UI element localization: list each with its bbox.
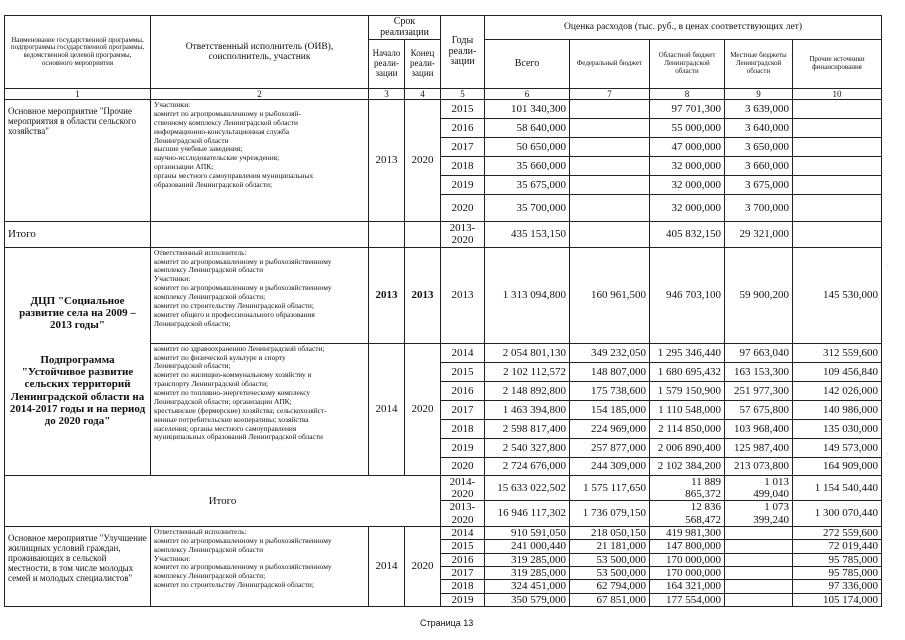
- cell-other: 145 530,000: [793, 247, 882, 343]
- cell-local: [725, 566, 793, 579]
- executor-line: ственному комплексу Ленинградской области: [154, 117, 298, 127]
- cell-regional: 946 703,100: [650, 247, 725, 343]
- cell-federal: 224 969,000: [570, 419, 650, 438]
- cell-other: [793, 119, 882, 138]
- end-year: 2020: [405, 526, 441, 606]
- cell-other: [793, 138, 882, 157]
- executor-line: Участники:: [154, 553, 191, 563]
- cell-other: 95 785,000: [793, 553, 882, 566]
- cell-regional: 1 110 548,000: [650, 400, 725, 419]
- executor-line: крестьянские (фермерские) хозяйства; сельскохозяйст-: [154, 405, 327, 415]
- year-cell: 2020: [441, 457, 485, 475]
- executor-line: комплексу Ленинградской области;: [154, 292, 266, 302]
- cell-total: 15 633 022,502: [485, 475, 570, 501]
- cell-local: 1 013 499,040: [725, 475, 793, 501]
- header-estimate: Оценка расходов (тыс. руб., в ценах соответствующих лет): [485, 16, 882, 40]
- cell-total: 35 660,000: [485, 157, 570, 176]
- executor-line: Ответственный исполнитель:: [154, 247, 247, 257]
- executor-list: [151, 247, 369, 343]
- cell-total: 2 054 801,130: [485, 343, 570, 362]
- executor-line: комитет по агропромышленному и рыбохозяйственному: [154, 256, 332, 266]
- year-cell: 2017: [441, 138, 485, 157]
- cell-regional: 55 000,000: [650, 119, 725, 138]
- header-executor: Ответственный исполнитель (ОИВ), соисполнитель, участник: [151, 16, 369, 89]
- cell-federal: 53 500,000: [570, 553, 650, 566]
- year-cell: 2013: [441, 247, 485, 343]
- total-row: [5, 222, 882, 248]
- cell-regional: 97 701,300: [650, 100, 725, 119]
- dcp-title: ДЦП "Социальное развитие села на 2009 – 2013 годы": [19, 294, 136, 332]
- year-cell: 2019: [441, 438, 485, 457]
- executor-list: [151, 100, 369, 222]
- page-number: Страница 13: [420, 618, 474, 628]
- cell-regional: 12 836 568,472: [650, 501, 725, 527]
- executor-line: муниципальных образований Ленинградской области: [154, 432, 323, 442]
- cell-federal: [570, 100, 650, 119]
- year-cell: 2018: [441, 419, 485, 438]
- executor-line: комплексу Ленинградской области: [154, 265, 264, 275]
- column-number: 4: [405, 89, 441, 100]
- column-number: 5: [441, 89, 485, 100]
- cell-total: 1 313 094,800: [485, 247, 570, 343]
- cell-total: 435 153,150: [485, 222, 570, 248]
- program-name: [5, 247, 151, 475]
- cell-total: 35 700,000: [485, 195, 570, 222]
- subprogram-title: Подпрограмма "Устойчивое развитие сельских территорий Ленинградской области на 2014-2017 годы и на период до 2020 года": [9, 353, 146, 428]
- cell-federal: 218 050,150: [570, 526, 650, 539]
- year-cell: 2019: [441, 593, 485, 606]
- cell-regional: 405 832,150: [650, 222, 725, 248]
- cell-other: 105 174,000: [793, 593, 882, 606]
- cell-regional: 2 102 384,200: [650, 457, 725, 475]
- executor-line: органы местного самоуправления муниципальных: [154, 171, 314, 181]
- cell-other: 272 559,600: [793, 526, 882, 539]
- table-row: [5, 247, 882, 343]
- executor-line: комитет по агропромышленному и рыбохозяйственному: [154, 535, 332, 545]
- cell-total: 319 285,000: [485, 566, 570, 579]
- header-end: Конец реали-зации: [405, 40, 441, 89]
- cell-total: 241 000,440: [485, 540, 570, 553]
- executor-line: комитет по агропромышленному и рыбохозяйственному: [154, 562, 332, 572]
- column-number: 2: [151, 89, 369, 100]
- cell-total: 350 579,000: [485, 593, 570, 606]
- executor-line: венные потребительские кооперативы; хозяйства: [154, 414, 309, 424]
- executor-list: [151, 343, 369, 475]
- year-cell: 2013-2020: [441, 501, 485, 527]
- cell-other: [793, 195, 882, 222]
- start-year: 2013: [369, 247, 405, 343]
- cell-federal: 1 575 117,650: [570, 475, 650, 501]
- cell-federal: 349 232,050: [570, 343, 650, 362]
- cell-federal: 53 500,000: [570, 566, 650, 579]
- cell-other: 97 336,000: [793, 580, 882, 593]
- column-number: 6: [485, 89, 570, 100]
- cell-other: 95 785,000: [793, 566, 882, 579]
- column-number: 7: [570, 89, 650, 100]
- header-period: Срок реализации: [369, 16, 441, 40]
- header-local: Местные бюджеты Ленинградской области: [725, 40, 793, 89]
- column-number: 3: [369, 89, 405, 100]
- cell-regional: 47 000,000: [650, 138, 725, 157]
- activity-name: Основное мероприятие "Прочие мероприятия в области сельского хозяйства": [5, 100, 151, 222]
- executor-line: комитет по здравоохранению Ленинградской области;: [154, 343, 325, 353]
- cell-local: 29 321,000: [725, 222, 793, 248]
- empty-cell: [405, 222, 441, 248]
- end-year: 2013: [405, 247, 441, 343]
- cell-total: 910 591,050: [485, 526, 570, 539]
- year-cell: 2019: [441, 176, 485, 195]
- cell-local: 251 977,300: [725, 381, 793, 400]
- total-row: [5, 475, 882, 501]
- executor-line: Ответственный исполнитель:: [154, 526, 247, 536]
- cell-regional: 164 321,000: [650, 580, 725, 593]
- year-cell: 2015: [441, 100, 485, 119]
- executor-line: комитет по строительству Ленинградской области;: [154, 580, 314, 590]
- cell-other: 312 559,600: [793, 343, 882, 362]
- column-number: 10: [793, 89, 882, 100]
- cell-federal: 175 738,600: [570, 381, 650, 400]
- header-other: Прочие источники финансирования: [793, 40, 882, 89]
- executor-line: высшие учебные заведения;: [154, 144, 243, 154]
- cell-regional: 11 889 865,372: [650, 475, 725, 501]
- cell-federal: 21 181,000: [570, 540, 650, 553]
- budget-table: [4, 15, 882, 607]
- cell-other: [793, 176, 882, 195]
- cell-regional: 32 000,000: [650, 157, 725, 176]
- column-number: 9: [725, 89, 793, 100]
- cell-local: 1 073 399,240: [725, 501, 793, 527]
- total-label: Итого: [5, 475, 441, 526]
- year-cell: 2013-2020: [441, 222, 485, 248]
- year-cell: 2014: [441, 526, 485, 539]
- year-cell: 2014-2020: [441, 475, 485, 501]
- year-cell: 2015: [441, 540, 485, 553]
- cell-federal: 244 309,000: [570, 457, 650, 475]
- activity-name: Основное мероприятие "Улучшение жилищных условий граждан, проживающих в сельской местности, в том числе молодых семей и молодых специалистов": [5, 526, 151, 606]
- cell-total: 2 102 112,572: [485, 362, 570, 381]
- executor-line: Ленинградской области;: [154, 318, 231, 328]
- cell-local: 103 968,400: [725, 419, 793, 438]
- cell-local: 57 675,800: [725, 400, 793, 419]
- cell-total: 2 540 327,800: [485, 438, 570, 457]
- header-total: Всего: [485, 40, 570, 89]
- header-years: Годы реали-зации: [441, 16, 485, 89]
- executor-line: Ленинградской области: [154, 135, 229, 145]
- year-cell: 2015: [441, 362, 485, 381]
- cell-total: 58 640,000: [485, 119, 570, 138]
- cell-federal: [570, 119, 650, 138]
- year-cell: 2014: [441, 343, 485, 362]
- executor-line: комитет по жилищно-коммунальному хозяйству и: [154, 370, 312, 380]
- executor-line: научно-исследовательские учреждения;: [154, 153, 280, 163]
- cell-total: 324 451,000: [485, 580, 570, 593]
- cell-other: 164 909,000: [793, 457, 882, 475]
- cell-other: 149 573,000: [793, 438, 882, 457]
- year-cell: 2016: [441, 381, 485, 400]
- executor-line: Участники:: [154, 100, 191, 110]
- cell-other: 1 154 540,440: [793, 475, 882, 501]
- executor-line: комитет по строительству Ленинградской области;: [154, 300, 314, 310]
- empty-cell: [369, 222, 405, 248]
- year-cell: 2017: [441, 566, 485, 579]
- header-federal: Федеральный бюджет: [570, 40, 650, 89]
- cell-total: 35 675,000: [485, 176, 570, 195]
- cell-regional: 170 000,000: [650, 553, 725, 566]
- column-numbers-row: [5, 89, 882, 100]
- cell-total: 50 650,000: [485, 138, 570, 157]
- scan-mark: ·: [886, 450, 889, 458]
- cell-other: 72 019,440: [793, 540, 882, 553]
- cell-other: 142 026,000: [793, 381, 882, 400]
- cell-federal: 154 185,000: [570, 400, 650, 419]
- executor-line: транспорту Ленинградской области;: [154, 379, 269, 389]
- cell-other: 1 300 070,440: [793, 501, 882, 527]
- cell-other: 140 986,000: [793, 400, 882, 419]
- table-row: [5, 100, 882, 119]
- executor-list: [151, 526, 369, 606]
- executor-line: населения; органы местного самоуправления: [154, 423, 297, 433]
- empty-cell: [151, 222, 369, 248]
- cell-local: [725, 540, 793, 553]
- start-year: 2014: [369, 526, 405, 606]
- cell-local: 3 639,000: [725, 100, 793, 119]
- cell-local: [725, 580, 793, 593]
- cell-total: 16 946 117,302: [485, 501, 570, 527]
- scan-mark: ·: [886, 262, 889, 270]
- cell-total: 2 724 676,000: [485, 457, 570, 475]
- cell-regional: 147 800,000: [650, 540, 725, 553]
- year-cell: 2016: [441, 553, 485, 566]
- cell-other: [793, 157, 882, 176]
- executor-line: комитет общего и профессионального образования: [154, 309, 315, 319]
- cell-other: [793, 222, 882, 248]
- executor-line: Участники:: [154, 274, 191, 284]
- cell-local: 213 073,800: [725, 457, 793, 475]
- cell-regional: 177 554,000: [650, 593, 725, 606]
- start-year: 2013: [369, 100, 405, 222]
- cell-total: 101 340,300: [485, 100, 570, 119]
- executor-line: Ленинградской области; организации АПК;: [154, 396, 292, 406]
- cell-regional: 32 000,000: [650, 176, 725, 195]
- cell-federal: 257 877,000: [570, 438, 650, 457]
- executor-line: комитет по агропромышленному и рыбохозяйственному: [154, 283, 332, 293]
- cell-local: 3 660,000: [725, 157, 793, 176]
- cell-regional: 419 981,300: [650, 526, 725, 539]
- cell-total: 2 148 892,800: [485, 381, 570, 400]
- start-year: 2014: [369, 343, 405, 475]
- cell-federal: [570, 157, 650, 176]
- cell-total: 2 598 817,400: [485, 419, 570, 438]
- cell-federal: 1 736 079,150: [570, 501, 650, 527]
- cell-federal: [570, 195, 650, 222]
- total-label: Итого: [5, 222, 151, 248]
- end-year: 2020: [405, 100, 441, 222]
- cell-local: [725, 526, 793, 539]
- cell-local: 3 675,000: [725, 176, 793, 195]
- cell-other: [793, 100, 882, 119]
- cell-local: 3 700,000: [725, 195, 793, 222]
- cell-local: 97 663,040: [725, 343, 793, 362]
- cell-regional: 1 579 150,900: [650, 381, 725, 400]
- cell-regional: 1 680 695,432: [650, 362, 725, 381]
- cell-federal: [570, 176, 650, 195]
- year-cell: 2018: [441, 157, 485, 176]
- header-regional: Областной бюджет Ленинградской области: [650, 40, 725, 89]
- executor-line: комитет по физической культуре и спорту: [154, 352, 286, 362]
- column-number: 1: [5, 89, 151, 100]
- executor-line: организации АПК;: [154, 162, 214, 172]
- executor-line: комитет по агропромышленному и рыбохозяй-: [154, 108, 301, 118]
- cell-other: 109 456,840: [793, 362, 882, 381]
- cell-regional: 170 000,000: [650, 566, 725, 579]
- cell-local: 3 640,000: [725, 119, 793, 138]
- cell-regional: 32 000,000: [650, 195, 725, 222]
- cell-federal: 160 961,500: [570, 247, 650, 343]
- end-year: 2020: [405, 343, 441, 475]
- cell-regional: 2 114 850,000: [650, 419, 725, 438]
- cell-local: 163 153,300: [725, 362, 793, 381]
- cell-regional: 1 295 346,440: [650, 343, 725, 362]
- column-number: 8: [650, 89, 725, 100]
- cell-local: 59 900,200: [725, 247, 793, 343]
- cell-total: 319 285,000: [485, 553, 570, 566]
- executor-line: комплексу Ленинградской области;: [154, 571, 266, 581]
- cell-federal: 148 807,000: [570, 362, 650, 381]
- executor-line: образований Ленинградской области;: [154, 179, 273, 189]
- year-cell: 2020: [441, 195, 485, 222]
- table-row: [5, 526, 882, 539]
- cell-federal: [570, 222, 650, 248]
- header-name: Наименование государственной программы, подпрограммы государственной программы, ведомственной целевой программы, основного мероприятия: [5, 16, 151, 89]
- year-cell: 2016: [441, 119, 485, 138]
- cell-local: [725, 553, 793, 566]
- cell-federal: 67 851,000: [570, 593, 650, 606]
- cell-total: 1 463 394,800: [485, 400, 570, 419]
- cell-local: 125 987,400: [725, 438, 793, 457]
- year-cell: 2018: [441, 580, 485, 593]
- executor-line: Ленинградской области;: [154, 361, 231, 371]
- executor-line: комитет по топливно-энергетическому комплексу: [154, 388, 311, 398]
- cell-local: 3 650,000: [725, 138, 793, 157]
- cell-regional: 2 006 890,400: [650, 438, 725, 457]
- cell-federal: [570, 138, 650, 157]
- cell-other: 135 030,000: [793, 419, 882, 438]
- cell-federal: 62 794,000: [570, 580, 650, 593]
- executor-line: комплексу Ленинградской области: [154, 544, 264, 554]
- cell-local: [725, 593, 793, 606]
- executor-line: информационно-консультационная служба: [154, 126, 290, 136]
- year-cell: 2017: [441, 400, 485, 419]
- header-start: Начало реали-зации: [369, 40, 405, 89]
